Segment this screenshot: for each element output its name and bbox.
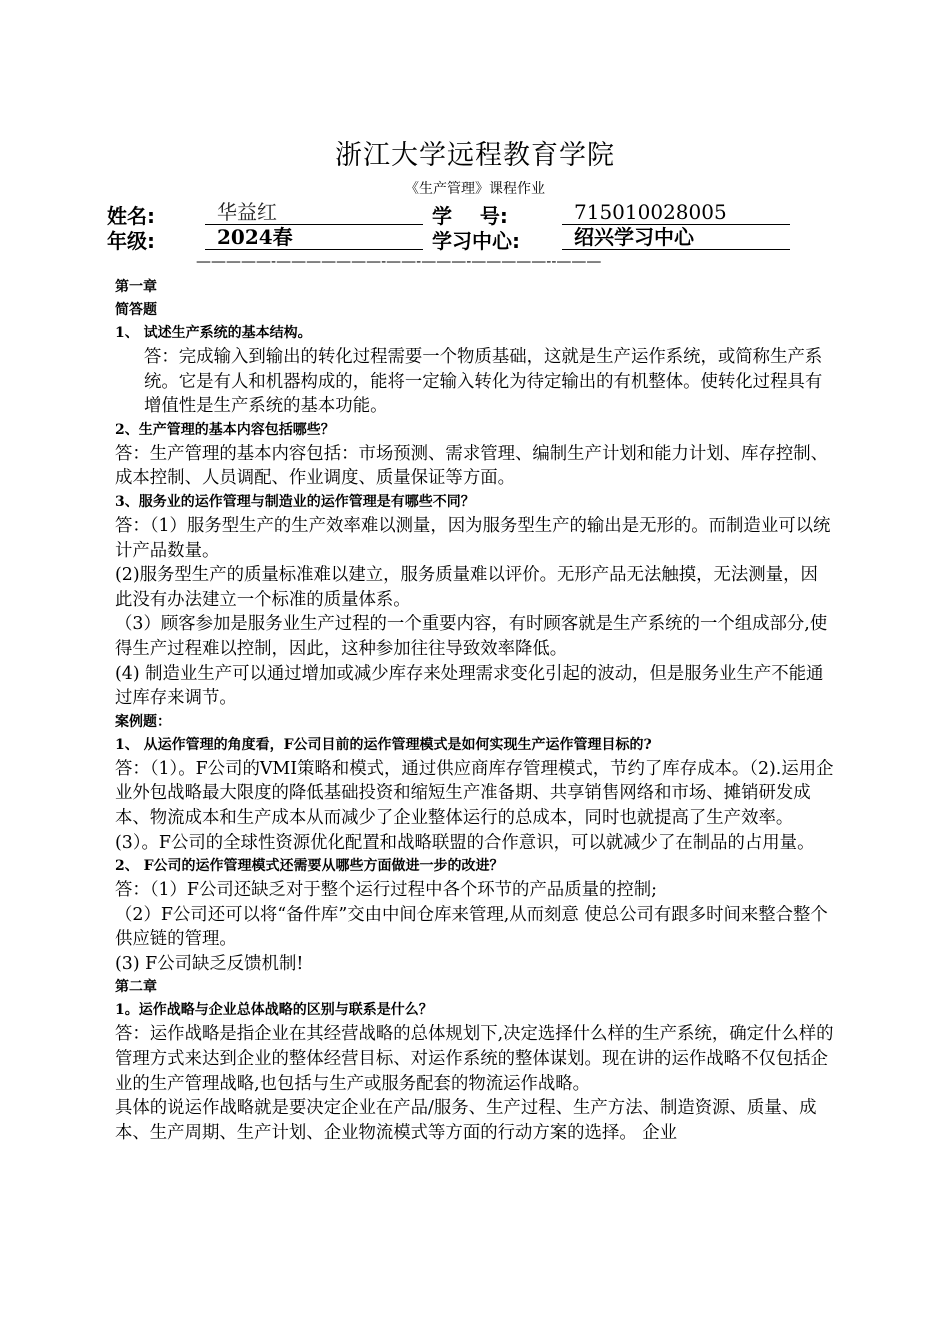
- answer-paragraph: (4) 制造业生产可以通过增加或减少库存来处理需求变化引起的波动，但是服务业生产不能通过库存来调节。: [115, 663, 824, 709]
- course-subtitle: 《生产管理》课程作业: [405, 181, 545, 197]
- section-heading: 1。运作战略与企业总体战略的区别与联系是什么？: [115, 1002, 433, 1019]
- answer-paragraph: （3）顾客参加是服务业生产过程的一个重要内容，有时顾客就是生产系统的一个组成部分,使得生产过程难以控制，因此，这种参加往往导致效率降低。: [115, 614, 828, 659]
- section-heading: 2、 F公司的运作管理模式还需要从哪些方面做进一步的改进？: [115, 858, 504, 875]
- answer-paragraph: 答：（1）。F公司的VMI策略和模式，通过供应商库存管理模式，节约了库存成本。（2).运用企业外包战略最大限度的降低基础投资和缩短生产准备期、共享销售网络和市场、摊销研发成本、物流成本和生产成本从而减少了企业整体运行的总成本，同时也就提高了生产效率。(3）。F公司的全球性资源优化配置和战略联盟的合作意识，可以就减少了在制品的占用量。: [115, 758, 834, 853]
- section-heading: 第二章: [115, 979, 157, 996]
- header-separator: —————-———————-——-———-—————--———: [196, 252, 602, 270]
- answer-paragraph: 答：（1）服务型生产的生产效率难以测量，因为服务型生产的输出是无形的。而制造业可以统计产品数量。: [115, 515, 831, 561]
- grade-value: 2024春: [205, 225, 423, 250]
- answer-paragraph: 答：（1）F公司还缺乏对于整个运行过程中各个环节的产品质量的控制;: [115, 880, 658, 901]
- answer-paragraph: （2）F公司还可以将“备件库”交由中间仓库来管理,从而刻意 使总公司有跟多时间来整合整个供应链的管理。: [115, 904, 828, 950]
- document-body: [115, 276, 835, 1145]
- section-heading: 1、 从运作管理的角度看，F公司目前的运作管理模式是如何实现生产运作管理目标的?: [115, 736, 652, 753]
- name-label: 姓名:: [107, 204, 155, 228]
- answer-paragraph: 答：完成输入到输出的转化过程需要一个物质基础，这就是生产运作系统，或简称生产系统。它是有人和机器构成的，能将一定输入转化为待定输出的有机整体。使转化过程具有增值性是生产系统的基本功能。: [144, 347, 823, 417]
- section-heading: 1、 试述生产系统的基本结构。: [115, 325, 312, 341]
- grade-label: 年级:: [107, 229, 155, 253]
- answer-paragraph: (2)服务型生产的质量标准难以建立，服务质量难以评价。无形产品无法触摸，无法测量，因此没有办法建立一个标准的质量体系。: [115, 565, 818, 610]
- answer-paragraph: (3) F公司缺乏反馈机制!: [115, 953, 304, 974]
- answer-paragraph: 答：生产管理的基本内容包括：市场预测、需求管理、编制生产计划和能力计划、库存控制、成本控制、人员调配、作业调度、质量保证等方面。: [115, 443, 829, 489]
- document-title: 浙江大学远程教育学院: [335, 140, 615, 171]
- section-heading: 案例题：: [115, 713, 171, 730]
- section-heading: 3、服务业的运作管理与制造业的运作管理是有哪些不同？: [115, 493, 475, 510]
- section-heading: 简答题: [115, 302, 157, 318]
- name-value: 华益红: [205, 200, 423, 225]
- section-heading: 第一章: [115, 279, 157, 295]
- answer-paragraph: 答：运作战略是指企业在其经营战略的总体规划下,决定选择什么样的生产系统，确定什么样的管理方式来达到企业的整体经营目标、对运作系统的整体谋划。现在讲的运作战略不仅包括企业的生产管理战略,也包括与生产或服务配套的物流运作战略。: [115, 1024, 834, 1094]
- learning-center-value: 绍兴学习中心: [562, 225, 790, 250]
- learning-center-label: 学习中心:: [432, 229, 520, 253]
- student-id-label: 学 号:: [432, 204, 508, 228]
- section-heading: 2、生产管理的基本内容包括哪些？: [115, 421, 335, 438]
- student-id-value: 715010028005: [562, 200, 790, 225]
- answer-paragraph: 具体的说运作战略就是要决定企业在产品/服务、生产过程、生产方法、制造资源、质量、成本、生产周期、生产计划、企业物流模式等方面的行动方案的选择。 企业: [115, 1098, 817, 1143]
